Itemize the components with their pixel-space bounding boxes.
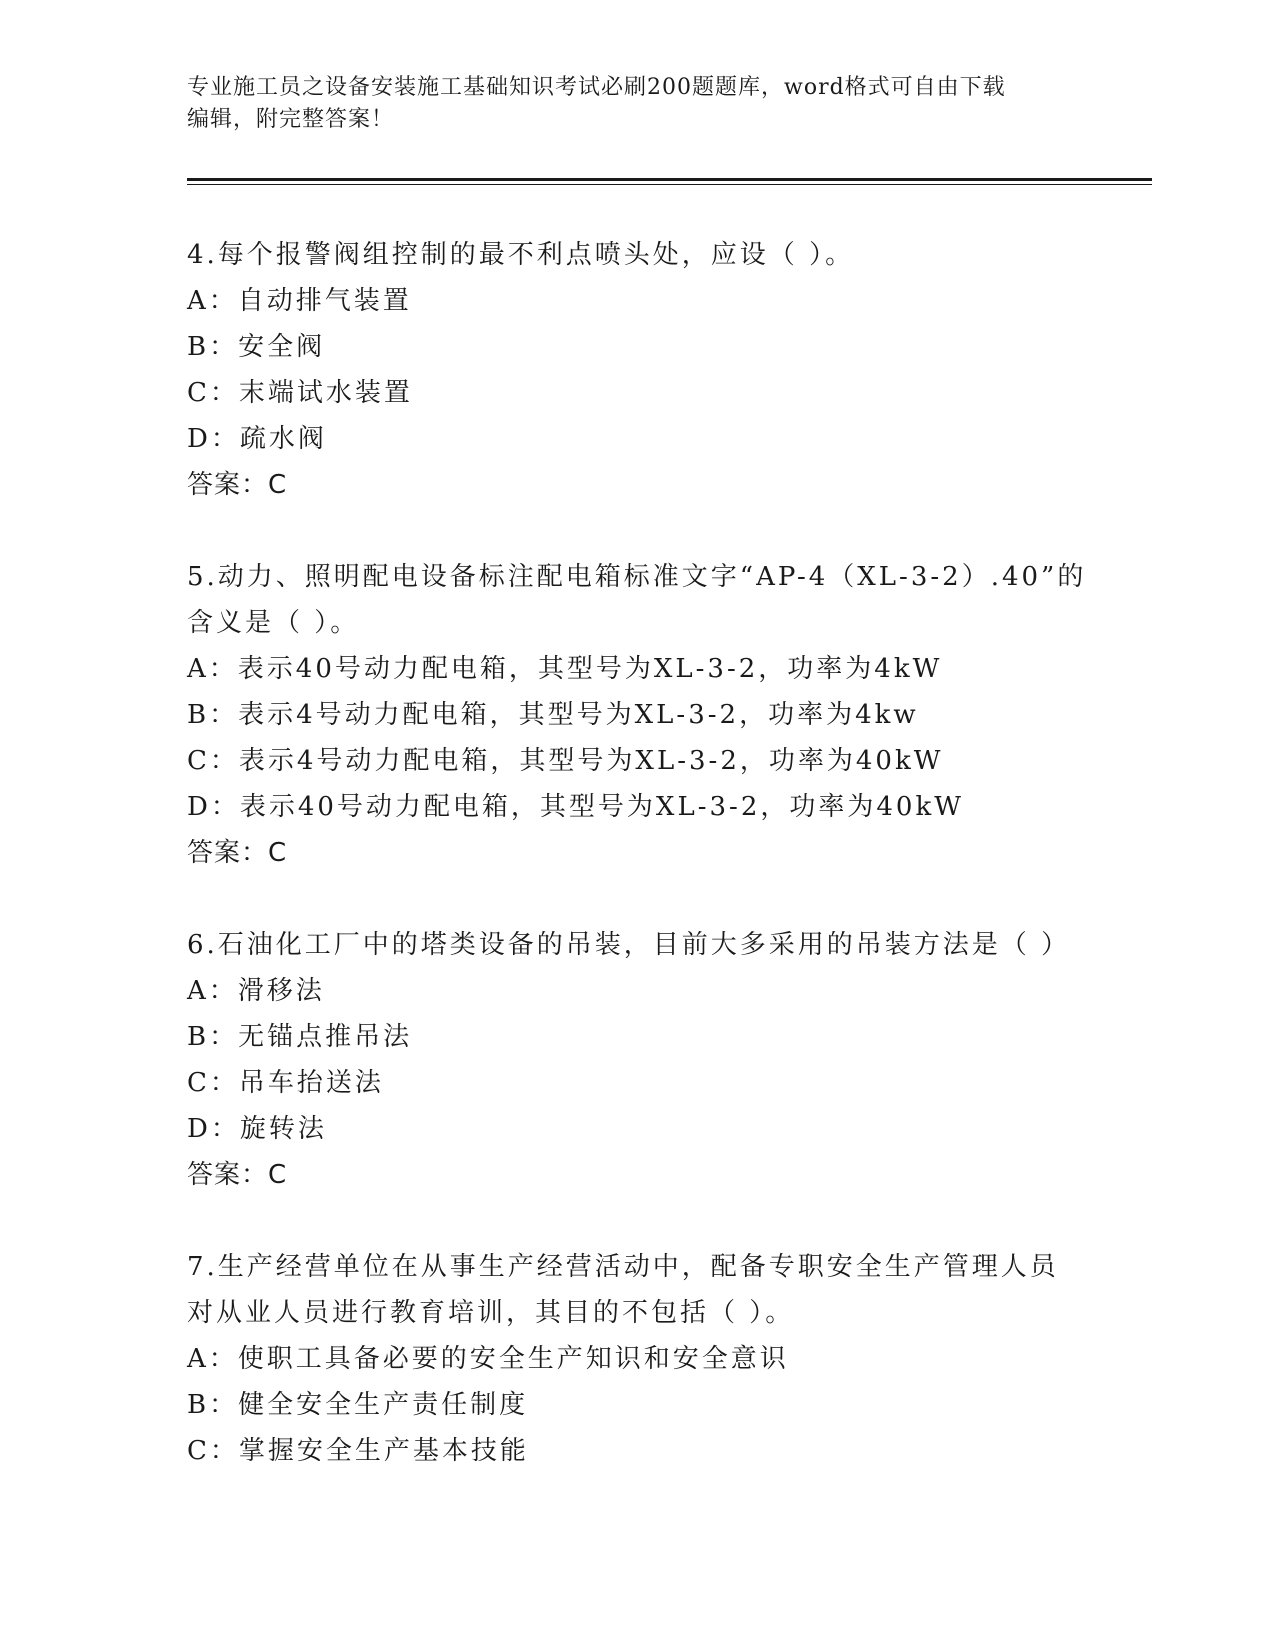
option-b: B：安全阀 — [187, 332, 326, 362]
option-c: C：末端试水装置 — [187, 378, 413, 408]
header-title-line-2: 编辑，附完整答案！ — [187, 107, 395, 132]
option-b: B：健全安全生产责任制度 — [187, 1390, 529, 1420]
option-d: D：疏水阀 — [187, 424, 327, 454]
header-title-line-1: 专业施工员之设备安装施工基础知识考试必刷200题题库，word格式可自由下载 — [187, 75, 1006, 100]
option-d: D：旋转法 — [187, 1114, 327, 1144]
question-list — [187, 232, 1087, 1520]
option-b: B：无锚点推吊法 — [187, 1022, 413, 1052]
question-stem: 7.生产经营单位在从事生产经营活动中，配备专职安全生产管理人员 — [187, 1252, 1059, 1282]
question-stem: 6.石油化工厂中的塔类设备的吊装，目前大多采用的吊装方法是（ ） — [187, 930, 1071, 960]
question-4 — [187, 232, 1087, 508]
option-b: B：表示4号动力配电箱，其型号为XL-3-2，功率为4kw — [187, 700, 919, 730]
answer-line: 答案：C — [187, 470, 288, 500]
header-divider-thick — [187, 178, 1152, 181]
option-a: A：使职工具备必要的安全生产知识和安全意识 — [187, 1344, 789, 1374]
question-stem: 4.每个报警阀组控制的最不利点喷头处，应设（ ）。 — [187, 240, 855, 270]
question-6 — [187, 922, 1087, 1198]
answer-line: 答案：C — [187, 838, 288, 868]
option-a: A：滑移法 — [187, 976, 325, 1006]
answer-line: 答案：C — [187, 1160, 288, 1190]
option-d: D：表示40号动力配电箱，其型号为XL-3-2，功率为40kW — [187, 792, 964, 822]
option-a: A：表示40号动力配电箱，其型号为XL-3-2，功率为4kW — [187, 654, 943, 684]
option-c: C：吊车抬送法 — [187, 1068, 384, 1098]
option-a: A：自动排气装置 — [187, 286, 412, 316]
question-stem: 5.动力、照明配电设备标注配电箱标准文字“AP-4（XL-3-2）.40”的 — [187, 562, 1087, 592]
option-c: C：掌握安全生产基本技能 — [187, 1436, 529, 1466]
page-header — [187, 72, 1067, 136]
question-stem-continued: 对从业人员进行教育培训，其目的不包括（ ）。 — [187, 1298, 795, 1328]
question-5 — [187, 554, 1087, 876]
header-divider-thin — [187, 184, 1152, 185]
question-stem-continued: 含义是（ ）。 — [187, 608, 360, 638]
option-c: C：表示4号动力配电箱，其型号为XL-3-2，功率为40kW — [187, 746, 944, 776]
question-7 — [187, 1244, 1087, 1474]
